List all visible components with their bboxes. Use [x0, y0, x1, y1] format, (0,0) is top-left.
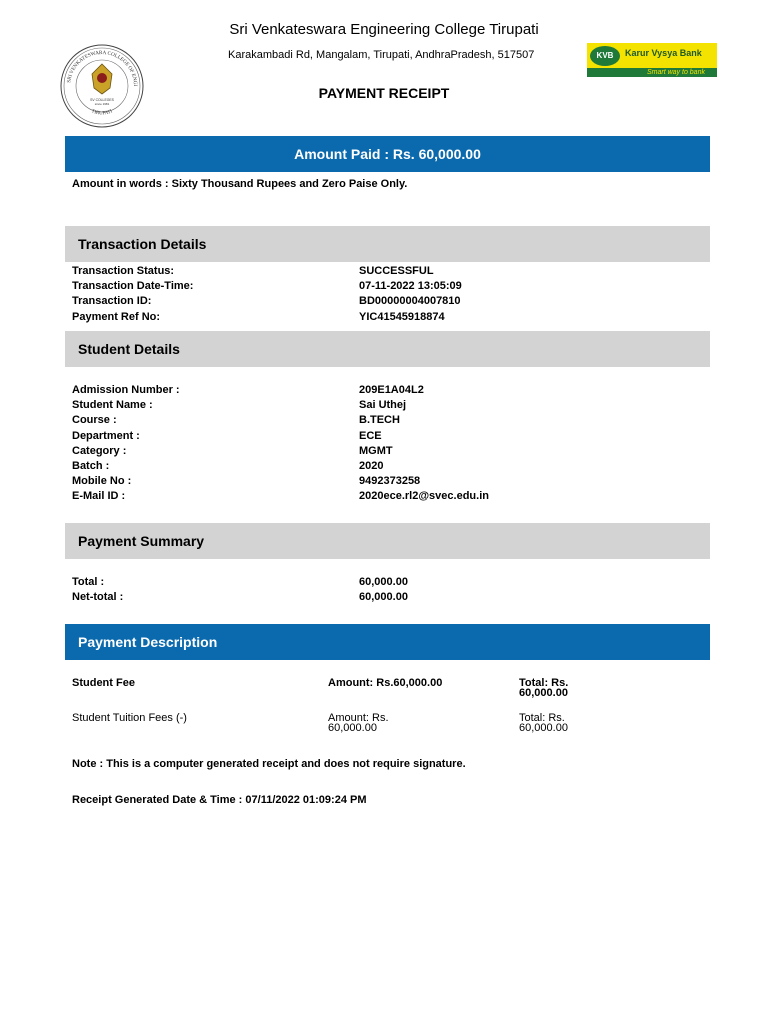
desc-item-total-line1: Total: Rs.	[519, 712, 565, 724]
detail-label: Student Name :	[72, 399, 153, 412]
student-details-header	[65, 331, 710, 367]
summary-value: 60,000.00	[359, 591, 408, 604]
detail-value: SUCCESSFUL	[359, 265, 434, 277]
detail-row	[72, 398, 692, 413]
detail-value: ECE	[359, 429, 382, 442]
receipt-title: PAYMENT RECEIPT	[318, 85, 450, 101]
detail-row	[72, 413, 692, 428]
detail-row	[72, 383, 692, 398]
receipt-note: Note : This is a computer generated receipt and does not require signature.	[72, 758, 466, 770]
detail-label: Transaction Status:	[72, 265, 175, 277]
desc-header-item: Student Fee	[72, 677, 135, 689]
detail-label: Transaction ID:	[72, 295, 152, 308]
detail-label: Department :	[72, 429, 140, 442]
detail-label: Transaction Date-Time:	[72, 280, 194, 293]
detail-row	[72, 264, 692, 279]
detail-row	[72, 459, 692, 474]
detail-label: Category :	[72, 444, 127, 457]
summary-value: 60,000.00	[359, 576, 408, 588]
summary-row	[72, 575, 692, 590]
summary-row	[72, 590, 692, 605]
detail-label: Payment Ref No:	[72, 310, 161, 323]
amount-paid-bar: Amount Paid : Rs. 60,000.00	[65, 136, 710, 172]
desc-item-amount-line2: 60,000.00	[328, 722, 377, 734]
detail-label: Course :	[72, 414, 117, 427]
detail-value: YIC41545918874	[359, 310, 445, 323]
detail-value: B.TECH	[359, 414, 400, 427]
detail-row	[72, 429, 692, 444]
desc-item-total	[519, 713, 568, 733]
summary-label: Total :	[72, 576, 105, 588]
detail-value: 2020ece.rl2@svec.edu.in	[359, 490, 489, 503]
detail-row	[72, 474, 692, 489]
college-seal-logo	[60, 44, 144, 128]
desc-item-amount-line1: Amount: Rs.	[328, 712, 389, 724]
detail-row	[72, 444, 692, 459]
detail-row	[72, 489, 692, 504]
college-address: Karakambadi Rd, Mangalam, Tirupati, AndhraPradesh, 517507	[228, 49, 535, 61]
receipt-generated-timestamp: Receipt Generated Date & Time : 07/11/2022 01:09:24 PM	[72, 794, 367, 806]
detail-row	[72, 310, 692, 325]
seal-inner-text-1: SV COLLEGES	[90, 98, 114, 102]
desc-header-total-line2: 60,000.00	[519, 687, 568, 699]
section-title: Student Details	[78, 341, 180, 357]
transaction-details	[72, 264, 692, 325]
detail-label: Batch :	[72, 459, 110, 472]
payment-description-header	[65, 624, 710, 660]
detail-value: 2020	[359, 459, 384, 472]
detail-value: 9492373258	[359, 475, 421, 488]
desc-item-total-line2: 60,000.00	[519, 722, 568, 734]
payment-summary	[72, 575, 692, 605]
seal-inner-text-2: since 1981	[94, 102, 110, 106]
kvb-badge: KVB	[590, 46, 620, 66]
detail-value: 209E1A04L2	[359, 384, 424, 396]
detail-label: E-Mail ID :	[72, 490, 126, 503]
college-name: Sri Venkateswara Engineering College Tirupati	[229, 21, 539, 38]
detail-row	[72, 294, 692, 309]
section-title: Transaction Details	[78, 236, 207, 252]
detail-label: Admission Number :	[72, 384, 180, 396]
bank-name: Karur Vysya Bank	[625, 48, 702, 58]
section-title: Payment Description	[78, 634, 218, 650]
transaction-details-header	[65, 226, 710, 262]
desc-header-total-line1: Total: Rs.	[519, 677, 569, 689]
student-details	[72, 383, 692, 505]
seal-outer-text: SRI VENKATESWARA COLLEGE OF ENGI	[66, 49, 139, 87]
payment-summary-header	[65, 523, 710, 559]
section-title: Payment Summary	[78, 533, 205, 549]
amount-in-words: Amount in words : Sixty Thousand Rupees and Zero Paise Only.	[72, 178, 408, 190]
bank-tagline: Smart way to bank	[647, 69, 705, 76]
detail-row	[72, 279, 692, 294]
desc-header-amount: Amount: Rs.60,000.00	[328, 677, 443, 689]
summary-label: Net-total :	[72, 591, 124, 604]
detail-label: Mobile No :	[72, 475, 132, 488]
detail-value: 07-11-2022 13:05:09	[359, 280, 462, 293]
detail-value: BD00000004007810	[359, 295, 461, 308]
desc-header-total	[519, 678, 568, 698]
detail-value: Sai Uthej	[359, 399, 407, 412]
detail-value: MGMT	[359, 444, 393, 457]
bank-logo	[587, 43, 717, 77]
seal-bottom-text: TIRUPATI	[90, 109, 114, 117]
desc-item-name: Student Tuition Fees (-)	[72, 712, 187, 724]
desc-item-amount	[328, 713, 389, 733]
